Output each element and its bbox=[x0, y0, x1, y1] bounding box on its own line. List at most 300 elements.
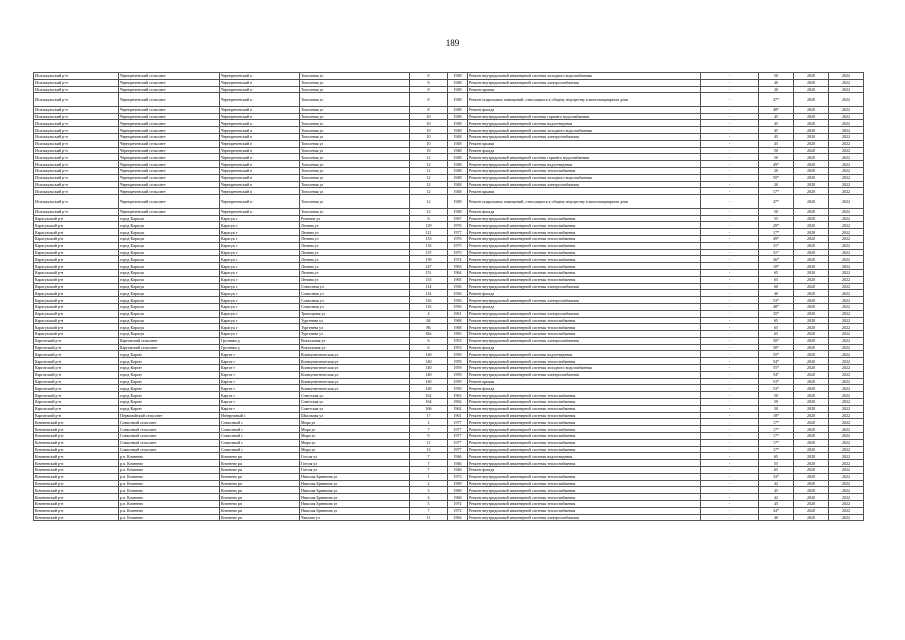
work-type-cell: Ремонт внутридомовой инженерной системы электроснабжения bbox=[468, 297, 701, 304]
table-row bbox=[34, 188, 864, 195]
locality-cell: Коченево рп bbox=[220, 487, 300, 494]
dash-cell: - bbox=[701, 79, 759, 86]
locality-cell: Карасук г bbox=[220, 324, 300, 331]
count-cell: 50* bbox=[759, 337, 794, 344]
locality-cell: Карасук г bbox=[220, 303, 300, 310]
year-to-cell: 2022 bbox=[829, 303, 864, 310]
street-cell: Ленина ул bbox=[300, 242, 410, 249]
count-cell: 47* bbox=[759, 195, 794, 209]
work-type-cell: Ремонт внутридомовой инженерной системы теплоснабжения bbox=[468, 358, 701, 365]
year-from-cell: 2020 bbox=[794, 317, 829, 324]
year-from-cell: 2020 bbox=[794, 460, 829, 467]
work-type-cell: Ремонт внутридомовой инженерной системы теплоснабжения bbox=[468, 249, 701, 256]
street-cell: Мира ул bbox=[300, 446, 410, 453]
locality-cell: Чернореченский п bbox=[220, 73, 300, 80]
settlement-cell: Чернореченский сельсовет bbox=[119, 120, 220, 127]
year-from-cell: 2020 bbox=[794, 93, 829, 107]
house-number-cell: 135 bbox=[410, 242, 448, 249]
locality-cell: Чернореченский п bbox=[220, 168, 300, 175]
table-row bbox=[34, 269, 864, 276]
dash-cell: - bbox=[701, 324, 759, 331]
street-cell: Мира ул bbox=[300, 426, 410, 433]
settlement-cell: город Карасук bbox=[119, 222, 220, 229]
house-number-cell: 1 bbox=[410, 419, 448, 426]
dash-cell: - bbox=[701, 161, 759, 168]
table-row bbox=[34, 358, 864, 365]
street-cell: Тополевая ул bbox=[300, 127, 410, 134]
table-row bbox=[34, 134, 864, 141]
table-row bbox=[34, 113, 864, 120]
year-from-cell: 2020 bbox=[794, 127, 829, 134]
year-from-cell: 2020 bbox=[794, 426, 829, 433]
locality-cell: Совхозный с bbox=[220, 426, 300, 433]
work-type-cell: Ремонт внутридомовой инженерной системы водоотведения bbox=[468, 120, 701, 127]
table-row bbox=[34, 229, 864, 236]
district-cell: Карасукский р-н bbox=[34, 242, 119, 249]
locality-cell: Чернореченский п bbox=[220, 79, 300, 86]
settlement-cell: Совхозный сельсовет bbox=[119, 426, 220, 433]
work-type-cell: Ремонт подвальных помещений, относящихся к общему имуществу в многоквартирном доме bbox=[468, 195, 701, 209]
locality-cell: Карасук г bbox=[220, 229, 300, 236]
year-from-cell: 2020 bbox=[794, 242, 829, 249]
district-cell: Каргатский р-н bbox=[34, 412, 119, 419]
year-to-cell: 2022 bbox=[829, 134, 864, 141]
table-row bbox=[34, 235, 864, 242]
year-to-cell: 2022 bbox=[829, 426, 864, 433]
count-cell: 40 bbox=[759, 514, 794, 521]
settlement-cell: город Карасук bbox=[119, 256, 220, 263]
locality-cell: Совхозный с bbox=[220, 439, 300, 446]
settlement-cell: р.п. Коченево bbox=[119, 473, 220, 480]
year-from-cell: 2020 bbox=[794, 208, 829, 215]
settlement-cell: город Карасук bbox=[119, 303, 220, 310]
table-row bbox=[34, 73, 864, 80]
table-body bbox=[34, 73, 864, 521]
street-cell: Советская ул bbox=[300, 399, 410, 406]
dash-cell: - bbox=[701, 147, 759, 154]
table-row bbox=[34, 168, 864, 175]
work-type-cell: Ремонт внутридомовой инженерной системы теплоснабжения bbox=[468, 256, 701, 263]
locality-cell: Грузинка д bbox=[220, 344, 300, 351]
house-number-cell: 3 bbox=[410, 487, 448, 494]
settlement-cell: город Карасук bbox=[119, 249, 220, 256]
table-row bbox=[34, 310, 864, 317]
district-cell: Коченевский р-н bbox=[34, 460, 119, 467]
dash-cell: - bbox=[701, 86, 759, 93]
settlement-cell: город Карасук bbox=[119, 290, 220, 297]
count-cell: 55* bbox=[759, 365, 794, 372]
table-row bbox=[34, 501, 864, 508]
dash-cell: - bbox=[701, 351, 759, 358]
year-from-cell: 2020 bbox=[794, 86, 829, 93]
year-from-cell: 2020 bbox=[794, 161, 829, 168]
year-from-cell: 2020 bbox=[794, 229, 829, 236]
house-number-cell: 129 bbox=[410, 222, 448, 229]
street-cell: Ленина ул bbox=[300, 222, 410, 229]
table-row bbox=[34, 412, 864, 419]
count-cell: 50 bbox=[759, 399, 794, 406]
table-row bbox=[34, 297, 864, 304]
year-to-cell: 2022 bbox=[829, 365, 864, 372]
dash-cell: - bbox=[701, 480, 759, 487]
locality-cell: Чернореченский п bbox=[220, 154, 300, 161]
year-from-cell: 2020 bbox=[794, 446, 829, 453]
settlement-cell: Совхозный сельсовет bbox=[119, 446, 220, 453]
table-row bbox=[34, 507, 864, 514]
table-row bbox=[34, 127, 864, 134]
street-cell: Тополевая ул bbox=[300, 147, 410, 154]
house-number-cell: 164 bbox=[410, 399, 448, 406]
district-cell: Карасукский р-н bbox=[34, 331, 119, 338]
year-to-cell: 2022 bbox=[829, 140, 864, 147]
table-row bbox=[34, 242, 864, 249]
settlement-cell: Карганский сельсовет bbox=[119, 337, 220, 344]
year-from-cell: 2020 bbox=[794, 453, 829, 460]
locality-cell: Карасук г bbox=[220, 331, 300, 338]
build-year-cell: 1956 bbox=[448, 290, 468, 297]
house-number-cell: 12 bbox=[410, 168, 448, 175]
dash-cell: - bbox=[701, 181, 759, 188]
locality-cell: Каргат г bbox=[220, 358, 300, 365]
year-to-cell: 2022 bbox=[829, 501, 864, 508]
table-row bbox=[34, 154, 864, 161]
year-from-cell: 2020 bbox=[794, 487, 829, 494]
district-cell: Коченевский р-н bbox=[34, 426, 119, 433]
district-cell: Карасукский р-н bbox=[34, 263, 119, 270]
count-cell: 50* bbox=[759, 174, 794, 181]
work-type-cell: Ремонт внутридомовой инженерной системы теплоснабжения bbox=[468, 392, 701, 399]
street-cell: Совхозная ул bbox=[300, 283, 410, 290]
district-cell: Коченевский р-н bbox=[34, 501, 119, 508]
district-cell: Исилькульский р-н bbox=[34, 73, 119, 80]
table-row bbox=[34, 317, 864, 324]
build-year-cell: 1976 bbox=[448, 235, 468, 242]
locality-cell: Каргат г bbox=[220, 365, 300, 372]
district-cell: Карасукский р-н bbox=[34, 324, 119, 331]
settlement-cell: Чернореченский сельсовет bbox=[119, 79, 220, 86]
year-from-cell: 2020 bbox=[794, 290, 829, 297]
street-cell: Коммунистическая ул bbox=[300, 358, 410, 365]
year-to-cell: 2022 bbox=[829, 310, 864, 317]
district-cell: Коченевский р-н bbox=[34, 494, 119, 501]
dash-cell: - bbox=[701, 303, 759, 310]
year-from-cell: 2020 bbox=[794, 235, 829, 242]
year-to-cell: 2022 bbox=[829, 242, 864, 249]
street-cell: Тополевая ул bbox=[300, 188, 410, 195]
year-to-cell: 2022 bbox=[829, 290, 864, 297]
count-cell: 50 bbox=[759, 208, 794, 215]
year-from-cell: 2020 bbox=[794, 358, 829, 365]
work-type-cell: Ремонт внутридомовой инженерной системы теплоснабжения bbox=[468, 419, 701, 426]
locality-cell: Карасук г bbox=[220, 283, 300, 290]
year-to-cell: 2022 bbox=[829, 147, 864, 154]
year-to-cell: 2022 bbox=[829, 433, 864, 440]
settlement-cell: город Каргат bbox=[119, 405, 220, 412]
count-cell: 54* bbox=[759, 358, 794, 365]
settlement-cell: Чернореченский сельсовет bbox=[119, 140, 220, 147]
settlement-cell: р.п. Коченево bbox=[119, 514, 220, 521]
build-year-cell: 1948 bbox=[448, 120, 468, 127]
dash-cell: - bbox=[701, 317, 759, 324]
year-to-cell: 2022 bbox=[829, 120, 864, 127]
table-row bbox=[34, 215, 864, 222]
house-number-cell: 82а bbox=[410, 331, 448, 338]
build-year-cell: 1948 bbox=[448, 73, 468, 80]
house-number-cell: 140 bbox=[410, 351, 448, 358]
locality-cell: Каргат г bbox=[220, 399, 300, 406]
count-cell: 48* bbox=[759, 106, 794, 113]
count-cell: 17* bbox=[759, 446, 794, 453]
street-cell: Тургенева ул bbox=[300, 317, 410, 324]
dash-cell: - bbox=[701, 344, 759, 351]
district-cell: Исилькульский р-н bbox=[34, 181, 119, 188]
house-number-cell: 151 bbox=[410, 269, 448, 276]
street-cell: Николая Бревнина ул bbox=[300, 473, 410, 480]
dash-cell: - bbox=[701, 120, 759, 127]
dash-cell: - bbox=[701, 290, 759, 297]
build-year-cell: 1965 bbox=[448, 276, 468, 283]
count-cell: 50* bbox=[759, 344, 794, 351]
work-type-cell: Ремонт внутридомовой инженерной системы теплоснабжения bbox=[468, 433, 701, 440]
district-cell: Карасукский р-н bbox=[34, 290, 119, 297]
locality-cell: Карасук г bbox=[220, 269, 300, 276]
dash-cell: - bbox=[701, 168, 759, 175]
settlement-cell: Чернореченский сельсовет bbox=[119, 208, 220, 215]
work-type-cell: Ремонт внутридомовой инженерной системы электроснабжения bbox=[468, 283, 701, 290]
locality-cell: Каргат г bbox=[220, 351, 300, 358]
count-cell: 55 bbox=[759, 460, 794, 467]
dash-cell: - bbox=[701, 127, 759, 134]
year-from-cell: 2020 bbox=[794, 501, 829, 508]
house-number-cell: 12 bbox=[410, 188, 448, 195]
year-from-cell: 2020 bbox=[794, 419, 829, 426]
locality-cell: Карасук г bbox=[220, 276, 300, 283]
table-row bbox=[34, 249, 864, 256]
district-cell: Каргатский р-н bbox=[34, 371, 119, 378]
work-type-cell: Ремонт фасада bbox=[468, 344, 701, 351]
build-year-cell: 1948 bbox=[448, 134, 468, 141]
district-cell: Коченевский р-н bbox=[34, 480, 119, 487]
settlement-cell: Чернореченский сельсовет bbox=[119, 161, 220, 168]
table-row bbox=[34, 453, 864, 460]
count-cell: 65 bbox=[759, 269, 794, 276]
count-cell: 65 bbox=[759, 317, 794, 324]
year-from-cell: 2020 bbox=[794, 269, 829, 276]
year-to-cell: 2022 bbox=[829, 113, 864, 120]
street-cell: Ленина ул bbox=[300, 249, 410, 256]
house-number-cell: 8 bbox=[410, 86, 448, 93]
page-number: 189 bbox=[445, 38, 460, 48]
count-cell: 17* bbox=[759, 188, 794, 195]
year-to-cell: 2022 bbox=[829, 208, 864, 215]
year-from-cell: 2020 bbox=[794, 263, 829, 270]
count-cell: 65 bbox=[759, 331, 794, 338]
settlement-cell: Чернореченский сельсовет bbox=[119, 147, 220, 154]
work-type-cell: Ремонт внутридомовой инженерной системы водоотведения bbox=[468, 453, 701, 460]
settlement-cell: город Карасук bbox=[119, 215, 220, 222]
house-number-cell: 12 bbox=[410, 195, 448, 209]
count-cell: 45 bbox=[759, 127, 794, 134]
table-row bbox=[34, 480, 864, 487]
table-row bbox=[34, 256, 864, 263]
year-from-cell: 2020 bbox=[794, 134, 829, 141]
district-cell: Исилькульский р-н bbox=[34, 79, 119, 86]
count-cell: 45 bbox=[759, 140, 794, 147]
table-row bbox=[34, 86, 864, 93]
locality-cell: Карасук г bbox=[220, 317, 300, 324]
work-type-cell: Ремонт фасада bbox=[468, 467, 701, 474]
count-cell: 29* bbox=[759, 222, 794, 229]
district-cell: Каргатский р-н bbox=[34, 399, 119, 406]
locality-cell: Чернореченский п bbox=[220, 181, 300, 188]
table-row bbox=[34, 290, 864, 297]
house-number-cell: 140 bbox=[410, 385, 448, 392]
work-type-cell: Ремонт фасада bbox=[468, 208, 701, 215]
district-cell: Исилькульский р-н bbox=[34, 208, 119, 215]
year-from-cell: 2020 bbox=[794, 337, 829, 344]
house-number-cell: 137 bbox=[410, 249, 448, 256]
year-to-cell: 2022 bbox=[829, 473, 864, 480]
dash-cell: - bbox=[701, 473, 759, 480]
district-cell: Карасукский р-н bbox=[34, 256, 119, 263]
year-from-cell: 2020 bbox=[794, 392, 829, 399]
year-to-cell: 2022 bbox=[829, 412, 864, 419]
house-number-cell: 4 bbox=[410, 310, 448, 317]
work-type-cell: Ремонт внутридомовой инженерной системы теплоснабжения bbox=[468, 507, 701, 514]
street-cell: Тополевая ул bbox=[300, 93, 410, 107]
locality-cell: Чернореченский п bbox=[220, 120, 300, 127]
build-year-cell: 1961 bbox=[448, 412, 468, 419]
year-from-cell: 2020 bbox=[794, 310, 829, 317]
dash-cell: - bbox=[701, 365, 759, 372]
build-year-cell: 1962 bbox=[448, 399, 468, 406]
house-number-cell: 7 bbox=[410, 426, 448, 433]
dash-cell: - bbox=[701, 467, 759, 474]
count-cell: 17* bbox=[759, 419, 794, 426]
count-cell: 45 bbox=[759, 134, 794, 141]
settlement-cell: город Карасук bbox=[119, 276, 220, 283]
settlement-cell: город Карасук bbox=[119, 317, 220, 324]
street-cell: Вокзальная ул bbox=[300, 337, 410, 344]
year-from-cell: 2020 bbox=[794, 467, 829, 474]
build-year-cell: 1976 bbox=[448, 222, 468, 229]
work-type-cell: Ремонт подвальных помещений, относящихся к общему имуществу в многоквартирном доме bbox=[468, 93, 701, 107]
count-cell: 50 bbox=[759, 147, 794, 154]
house-number-cell: 10 bbox=[410, 113, 448, 120]
year-from-cell: 2020 bbox=[794, 344, 829, 351]
dash-cell: - bbox=[701, 73, 759, 80]
street-cell: Тополевая ул bbox=[300, 120, 410, 127]
work-type-cell: Ремонт внутридомовой инженерной системы теплоснабжения bbox=[468, 222, 701, 229]
year-to-cell: 2022 bbox=[829, 480, 864, 487]
dash-cell: - bbox=[701, 439, 759, 446]
year-to-cell: 2022 bbox=[829, 168, 864, 175]
build-year-cell: 1948 bbox=[448, 181, 468, 188]
dash-cell: - bbox=[701, 283, 759, 290]
district-cell: Исилькульский р-н bbox=[34, 195, 119, 209]
year-to-cell: 2022 bbox=[829, 344, 864, 351]
house-number-cell: 12 bbox=[410, 208, 448, 215]
settlement-cell: город Карасук bbox=[119, 324, 220, 331]
year-to-cell: 2022 bbox=[829, 514, 864, 521]
dash-cell: - bbox=[701, 453, 759, 460]
dash-cell: - bbox=[701, 385, 759, 392]
locality-cell: Карасук г bbox=[220, 242, 300, 249]
build-year-cell: 1948 bbox=[448, 140, 468, 147]
district-cell: Каргатский р-н bbox=[34, 358, 119, 365]
house-number-cell: 7 bbox=[410, 467, 448, 474]
build-year-cell: 1948 bbox=[448, 147, 468, 154]
build-year-cell: 1968 bbox=[448, 324, 468, 331]
year-to-cell: 2022 bbox=[829, 73, 864, 80]
street-cell: Советская ул bbox=[300, 405, 410, 412]
build-year-cell: 1959 bbox=[448, 371, 468, 378]
house-number-cell: 147 bbox=[410, 263, 448, 270]
district-cell: Каргатский р-н bbox=[34, 405, 119, 412]
dash-cell: - bbox=[701, 405, 759, 412]
street-cell: Тургенева ул bbox=[300, 331, 410, 338]
year-to-cell: 2022 bbox=[829, 222, 864, 229]
street-cell: Вокзальная ул bbox=[300, 344, 410, 351]
work-type-cell: Ремонт внутридомовой инженерной системы теплоснабжения bbox=[468, 276, 701, 283]
settlement-cell: Первомайский сельсовет bbox=[119, 412, 220, 419]
build-year-cell: 1948 bbox=[448, 168, 468, 175]
settlement-cell: Совхозный сельсовет bbox=[119, 433, 220, 440]
dash-cell: - bbox=[701, 310, 759, 317]
locality-cell: Каргат г bbox=[220, 392, 300, 399]
work-type-cell: Ремонт внутридомовой инженерной системы теплоснабжения bbox=[468, 487, 701, 494]
table-row bbox=[34, 467, 864, 474]
count-cell: 65 bbox=[759, 276, 794, 283]
table-row bbox=[34, 371, 864, 378]
count-cell: 20 bbox=[759, 181, 794, 188]
settlement-cell: город Карасук bbox=[119, 229, 220, 236]
count-cell: 50 bbox=[759, 405, 794, 412]
table-row bbox=[34, 344, 864, 351]
work-type-cell: Ремонт внутридомовой инженерной системы теплоснабжения bbox=[468, 405, 701, 412]
work-type-cell: Ремонт внутридомовой инженерной системы теплоснабжения bbox=[468, 331, 701, 338]
table-row bbox=[34, 161, 864, 168]
build-year-cell: 1953 bbox=[448, 337, 468, 344]
count-cell: 45 bbox=[759, 501, 794, 508]
dash-cell: - bbox=[701, 249, 759, 256]
table-row bbox=[34, 140, 864, 147]
street-cell: Мира ул bbox=[300, 419, 410, 426]
table-row bbox=[34, 324, 864, 331]
dash-cell: - bbox=[701, 433, 759, 440]
year-from-cell: 2020 bbox=[794, 324, 829, 331]
street-cell: Совхозная ул bbox=[300, 303, 410, 310]
count-cell: 31* bbox=[759, 249, 794, 256]
dash-cell: - bbox=[701, 297, 759, 304]
district-cell: Исилькульский р-н bbox=[34, 161, 119, 168]
year-from-cell: 2020 bbox=[794, 371, 829, 378]
locality-cell: Чернореченский п bbox=[220, 195, 300, 209]
street-cell: Николая Бревнина ул bbox=[300, 487, 410, 494]
count-cell: 50 bbox=[759, 154, 794, 161]
build-year-cell: 1948 bbox=[448, 86, 468, 93]
work-type-cell: Ремонт внутридомовой инженерной системы теплоснабжения bbox=[468, 317, 701, 324]
table-row bbox=[34, 351, 864, 358]
year-to-cell: 2022 bbox=[829, 249, 864, 256]
table-row bbox=[34, 120, 864, 127]
count-cell: 50 bbox=[759, 392, 794, 399]
year-from-cell: 2020 bbox=[794, 195, 829, 209]
dash-cell: - bbox=[701, 106, 759, 113]
dash-cell: - bbox=[701, 331, 759, 338]
street-cell: Мира ул bbox=[300, 433, 410, 440]
year-to-cell: 2022 bbox=[829, 188, 864, 195]
